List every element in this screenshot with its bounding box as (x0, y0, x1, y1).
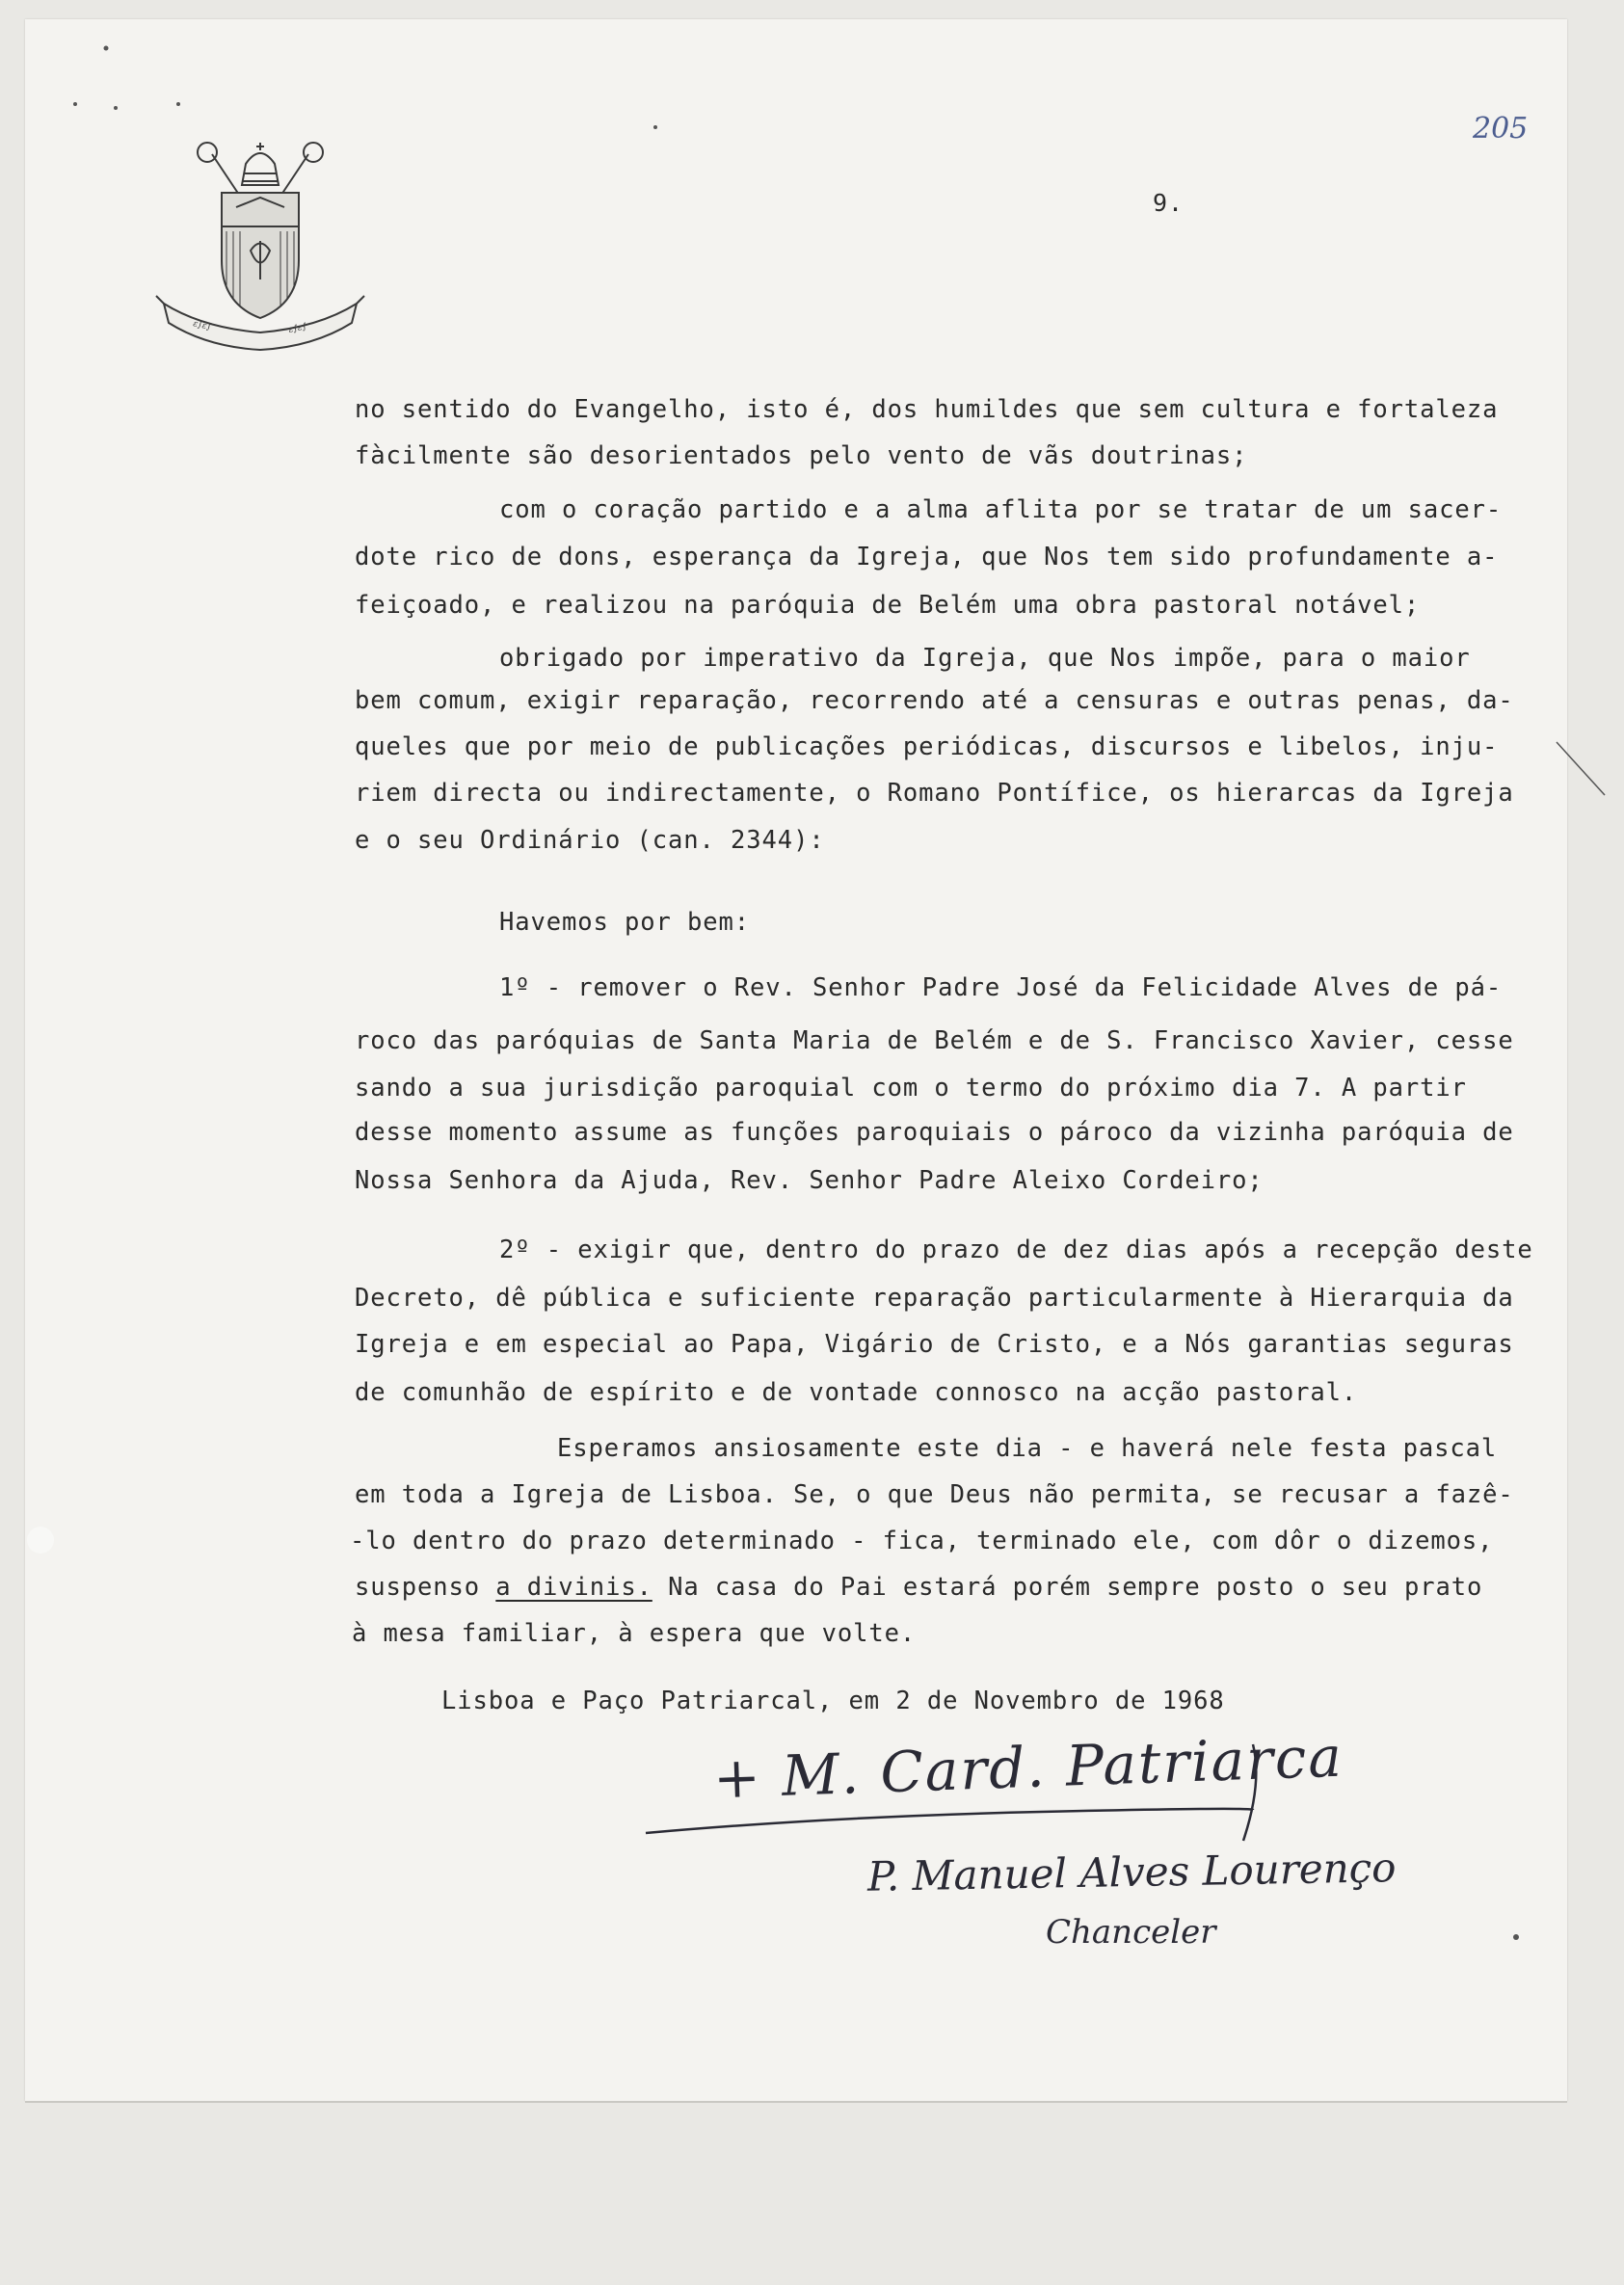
closing-line: Lisboa e Paço Patriarcal, em 2 de Novembro de 1968 (441, 1687, 1225, 1715)
body-line: dote rico de dons, esperança da Igreja, que Nos tem sido profundamente a- (355, 543, 1499, 571)
body-line: sando a sua jurisdição paroquial com o termo do próximo dia 7. A partir (355, 1074, 1467, 1103)
body-line: fàcilmente são desorientados pelo vento de vãs doutrinas; (355, 441, 1248, 470)
body-line: roco das paróquias de Santa Maria de Belém e de S. Francisco Xavier, cesse (355, 1026, 1514, 1055)
svg-text:ε∫ε∫: ε∫ε∫ (287, 322, 308, 335)
body-line: 2º - exigir que, dentro do prazo de dez dias após a recepção deste (499, 1235, 1533, 1264)
body-line: Havemos por bem: (499, 908, 751, 937)
body-line-text: Na casa do Pai estará porém sempre posto o seu prato (652, 1573, 1483, 1602)
body-line: de comunhão de espírito e de vontade connosco na acção pastoral. (355, 1378, 1358, 1407)
body-line: e o seu Ordinário (can. 2344): (355, 826, 825, 855)
underlined-term: a divinis. (495, 1573, 652, 1602)
body-line: Decreto, dê pública e suficiente reparação particularmente à Hierarquia da (355, 1284, 1514, 1313)
margin-mark (1552, 737, 1610, 805)
body-line: queles que por meio de publicações periódicas, discursos e libelos, inju- (355, 732, 1499, 761)
page-number: 9. (1153, 189, 1185, 217)
body-line: no sentido do Evangelho, isto é, dos humildes que sem cultura e fortaleza (355, 395, 1499, 424)
body-line: feiçoado, e realizou na paróquia de Belém uma obra pastoral notável; (355, 591, 1421, 620)
body-line: Igreja e em especial ao Papa, Vigário de Cristo, e a Nós garantias seguras (355, 1330, 1514, 1359)
body-line: Esperamos ansiosamente este dia - e haverá nele festa pascal (557, 1434, 1498, 1463)
svg-text:ε∫ε∫: ε∫ε∫ (192, 319, 213, 332)
body-line: com o coração partido e a alma aflita por se tratar de um sacer- (499, 495, 1503, 524)
body-line: desse momento assume as funções paroquiais o pároco da vizinha paróquia de (355, 1118, 1514, 1147)
body-line: 1º - remover o Rev. Senhor Padre José da Felicidade Alves de pá- (499, 973, 1503, 1002)
body-line: bem comum, exigir reparação, recorrendo até a censuras e outras penas, da- (355, 686, 1514, 715)
page-edge-line (25, 2101, 1567, 2103)
archive-number: 205 (1473, 112, 1529, 146)
coat-of-arms-seal-icon (154, 135, 366, 366)
body-line: riem directa ou indirectamente, o Romano Pontífice, os hierarcas da Igreja (355, 779, 1514, 808)
body-line-text: suspenso (355, 1573, 481, 1602)
chancellor-title: Chanceler (1046, 1913, 1216, 1952)
body-line-mixed (355, 1573, 1482, 1602)
cardinal-signature: + M. Card. Patriarca (712, 1723, 1344, 1812)
body-line: obrigado por imperativo da Igreja, que Nos impõe, para o maior (499, 644, 1471, 673)
body-line: -lo dentro do prazo determinado - fica, terminado ele, com dôr o dizemos, (350, 1527, 1494, 1555)
chancellor-signature: P. Manuel Alves Lourenço (866, 1844, 1397, 1900)
body-line: em toda a Igreja de Lisboa. Se, o que Deus não permita, se recusar a fazê- (355, 1480, 1514, 1509)
body-line: à mesa familiar, à espera que volte. (352, 1619, 917, 1648)
body-line: Nossa Senhora da Ajuda, Rev. Senhor Padre Aleixo Cordeiro; (355, 1166, 1264, 1195)
